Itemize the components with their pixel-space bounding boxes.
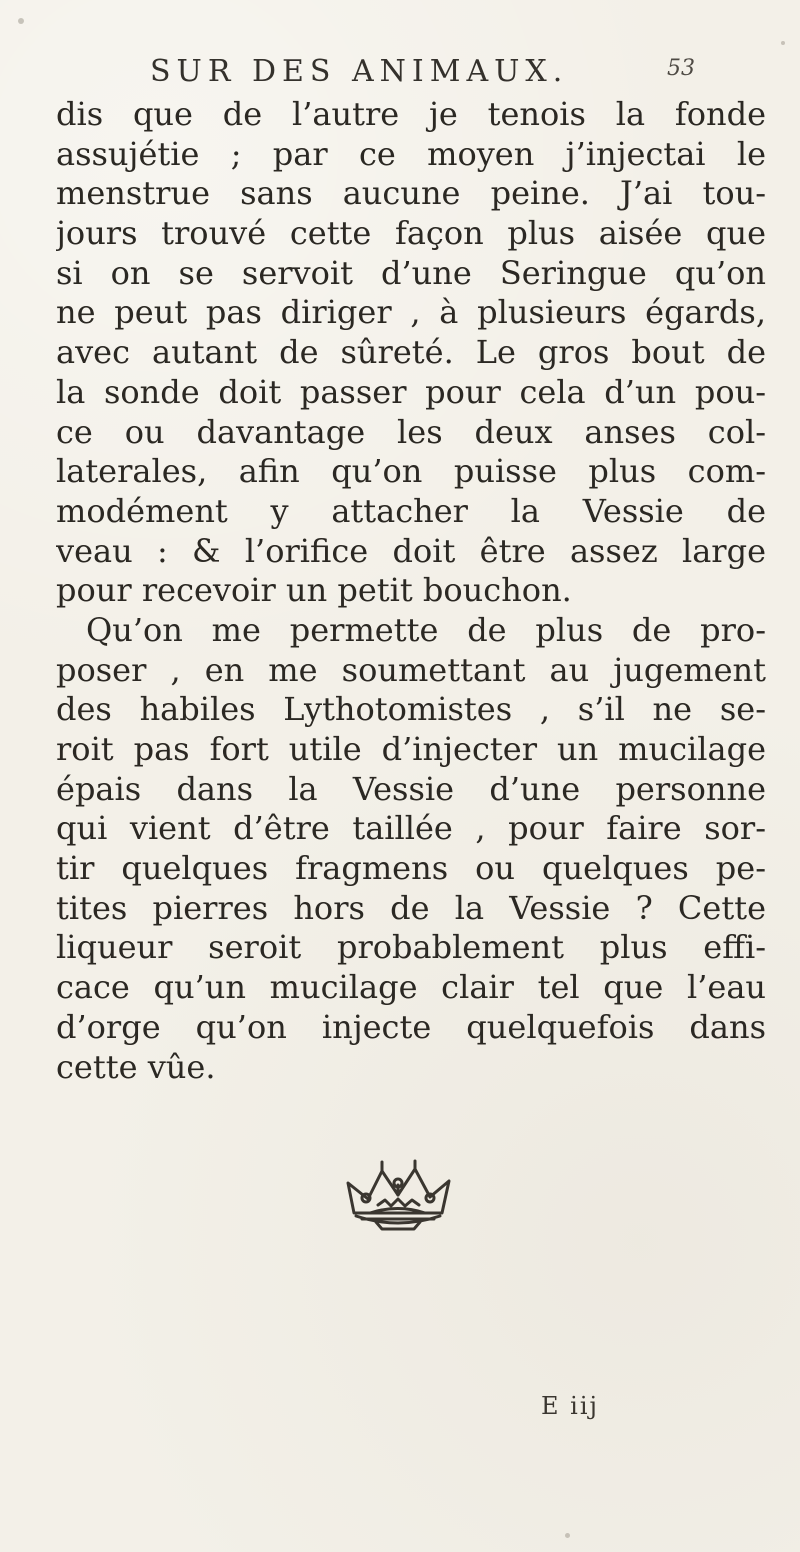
text-line: pour recevoir un petit bouchon. — [56, 571, 572, 610]
text-line: tir quelques fragmens ou quelques pe- — [56, 849, 766, 888]
text-line: modément y attacher la Vessie de — [56, 491, 766, 530]
page-number: 53 — [667, 56, 695, 81]
paragraph-1 — [56, 95, 766, 611]
paper-speck — [781, 41, 785, 45]
text-line: d’orge qu’on injecte quelquefois dans — [56, 1007, 766, 1046]
text-line: dis que de l’autre je tenois la fonde — [56, 95, 766, 133]
paragraph-2 — [56, 611, 766, 1087]
paper-speck — [565, 1533, 570, 1538]
crown-ornament — [336, 1155, 461, 1240]
text-line: avec autant de sûreté. Le gros bout de — [56, 333, 766, 372]
text-line: qui vient d’être taillée , pour faire sor- — [56, 809, 766, 848]
text-line: liqueur seroit probablement plus effi- — [56, 928, 766, 967]
text-line: roit pas fort utile d’injecter un mucilage — [56, 730, 766, 768]
signature-mark: E iij — [541, 1392, 599, 1420]
running-head: SUR DES ANIMAUX. — [150, 54, 569, 89]
text-line: poser , en me soumettant au jugement — [56, 650, 766, 689]
text-line: cace qu’un mucilage clair tel que l’eau — [56, 968, 766, 1007]
text-line: ne peut pas diriger , à plusieurs égards, — [56, 293, 766, 332]
text-line: ce ou davantage les deux anses col- — [56, 412, 766, 451]
text-line: assujétie ; par ce moyen j’injectai le — [56, 134, 766, 173]
text-line: jours trouvé cette façon plus aisée que — [56, 214, 766, 253]
text-line: cette vûe. — [56, 1047, 216, 1086]
text-line: la sonde doit passer pour cela d’un pou- — [56, 372, 766, 411]
text-line: laterales, afin qu’on puisse plus com- — [56, 452, 766, 491]
text-line: menstrue sans aucune peine. J’ai tou- — [56, 174, 766, 213]
text-line: veau : & l’orifice doit être assez large — [56, 531, 766, 570]
text-line: des habiles Lythotomistes , s’il ne se- — [56, 690, 766, 729]
paper-speck — [18, 18, 24, 24]
text-line: si on se servoit d’une Seringue qu’on — [56, 253, 766, 292]
main-text — [56, 95, 766, 1087]
text-line: tites pierres hors de la Vessie ? Cette — [56, 888, 766, 927]
text-line: Qu’on me permette de plus de pro- — [86, 610, 766, 649]
text-line: épais dans la Vessie d’une personne — [56, 769, 766, 808]
